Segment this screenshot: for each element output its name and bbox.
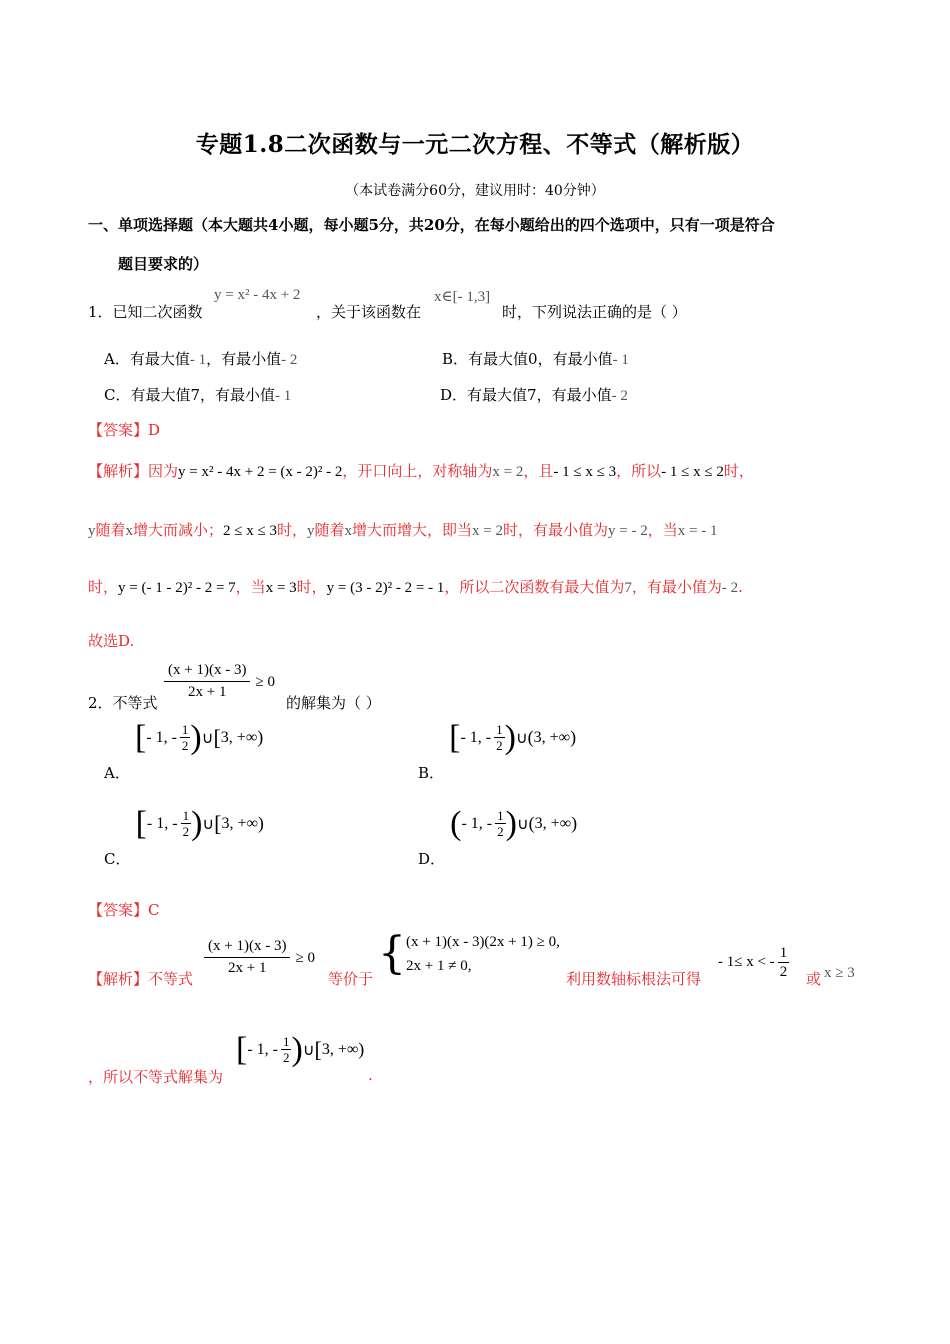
q1-exp3-text-a: 时，: [88, 578, 119, 596]
bracket-left-icon: [: [449, 718, 461, 756]
q2-option-d[interactable]: [418, 804, 578, 868]
q1-explanation-line1: [88, 460, 754, 481]
q2-b-right: 3, +∞: [533, 728, 571, 746]
q2-option-c[interactable]: [104, 804, 264, 868]
q2-d-half-den: 2: [497, 824, 504, 839]
q1-exp1-text-d: ，所以: [616, 462, 662, 480]
q2-exp-system-lines: [406, 930, 560, 978]
q2-option-d-label: D．: [418, 849, 446, 868]
bracket-left-icon: [: [236, 1030, 248, 1068]
paren-right-icon: ): [291, 1030, 303, 1068]
q2-stem-start: 2．不等式: [88, 694, 158, 712]
q2-c-left: - 1, -: [146, 814, 178, 832]
q2-exp-sol-union: ∪: [302, 1041, 315, 1059]
q1-exp2-math-4: y: [307, 523, 315, 539]
q2-exp-text-a: 不等式: [148, 970, 194, 988]
q2-exp-sol-half-den: 2: [282, 1050, 290, 1065]
q2-option-a-interval: [134, 718, 264, 756]
q2-exp-sol-half-num: 1: [282, 1034, 290, 1049]
q2-exp-result-half: [778, 944, 790, 981]
paren-right-icon: ): [191, 804, 203, 842]
q1-exp1-text-a: 因为: [148, 462, 179, 480]
q1-exp3-math-3: y = (3 - 2)² - 2 = - 1: [326, 580, 445, 596]
q1-exp3-text-f: .: [738, 578, 743, 596]
q1-exp2-math-7: y = - 2: [608, 523, 648, 539]
q1-exp2-math-8: x = - 1: [677, 523, 718, 539]
q2-c-half-num: 1: [182, 808, 190, 823]
paren-right-icon: ): [571, 813, 578, 833]
q2-d-right: 3, +∞: [534, 814, 572, 832]
q1-option-b[interactable]: [442, 348, 629, 369]
q2-exp-text-start: [88, 968, 193, 989]
paren-left-icon: (: [527, 727, 534, 747]
q1-exp2-text-f: 时，有最小值为: [503, 521, 609, 539]
q2-a-half: [180, 722, 191, 753]
section-heading-line2: 题目要求的）: [118, 255, 209, 273]
q2-exp-sol-left: - 1, -: [247, 1040, 278, 1058]
q2-inequality-fraction: [164, 662, 250, 701]
q2-exp-result-1: - 1≤ x < -: [718, 954, 775, 970]
bracket-left-icon: [: [214, 810, 222, 836]
q2-c-half: [181, 808, 192, 839]
q1-explanation-line2: [88, 519, 717, 540]
page-subtitle: （本试卷满分60分，建议用时：40分钟）: [345, 183, 605, 199]
q1-exp2-math-2: x: [125, 523, 134, 539]
q1-exp1-math-1: y = x² - 4x + 2 = (x - 2)² - 2: [178, 464, 343, 480]
bracket-left-icon: [: [213, 724, 221, 750]
q2-exp-result: [718, 944, 789, 981]
q2-exp-inequality: [204, 938, 315, 977]
q2-exp-sol-half: [281, 1034, 292, 1065]
q2-exp-fraction: [204, 938, 290, 977]
q1-exp3-math-4: 7: [624, 580, 632, 596]
paren-right-icon: ): [358, 1039, 365, 1059]
page-title: 专题1.8二次函数与一元二次方程、不等式（解析版）: [195, 131, 755, 158]
q1-option-d[interactable]: [440, 384, 628, 405]
bracket-left-icon: [: [134, 718, 147, 756]
q1-exp3-text-d: ，所以二次函数有最大值为: [444, 578, 625, 596]
q1-explanation-conclusion: 故选D.: [88, 632, 135, 650]
q2-option-a-label: A．: [104, 763, 130, 782]
q1-exp3-text-e: ，有最小值为: [631, 578, 722, 596]
q1-option-b-label: B．有最大值0，有最小值: [442, 350, 613, 368]
q1-exp3-math-5: - 2: [721, 580, 739, 596]
q2-d-left: - 1, -: [461, 814, 493, 832]
q1-exp2-text-e: 增大而增大，即当: [352, 521, 473, 539]
q2-inequality-denominator: 2x + 1: [187, 684, 227, 700]
q2-d-union: ∪: [516, 815, 529, 833]
q2-option-c-interval: [135, 804, 264, 842]
q2-exp-sol-right: 3, +∞: [321, 1040, 359, 1058]
q1-option-c-label: C．有最大值7，有最小值: [104, 386, 276, 404]
q2-option-b[interactable]: [418, 718, 577, 782]
q1-stem-mid: ，关于该函数在: [316, 303, 422, 321]
q1-stem-start: 1．已知二次函数: [88, 303, 203, 321]
q1-option-b-min: - 1: [612, 352, 629, 368]
paren-right-icon: ): [257, 727, 264, 747]
q2-option-c-label: C．: [104, 849, 131, 868]
q2-inequality-numerator: (x + 1)(x - 3): [164, 662, 250, 682]
q2-stem-tail: 的解集为（ ）: [286, 694, 381, 712]
q2-c-half-den: 2: [182, 824, 190, 839]
q1-option-a-mid: ，有最小值: [206, 350, 282, 368]
q2-option-a[interactable]: [104, 718, 264, 782]
q2-option-b-label: B．: [418, 763, 445, 782]
q1-domain: x∈[- 1,3]: [434, 289, 491, 305]
q2-exp-solution-interval: [236, 1030, 365, 1068]
q2-d-half: [495, 808, 506, 839]
q1-exp3-math-1: y = (- 1 - 2)² - 2 = 7: [118, 580, 236, 596]
q2-exp-line2-end: .: [368, 1066, 373, 1084]
q2-exp-result-half-num: 1: [779, 945, 788, 961]
section-heading-line1: 一、单项选择题（本大题共4小题，每小题5分，共20分，在每小题给出的四个选项中，只有一项是符合: [88, 216, 775, 234]
paren-right-icon: ): [505, 804, 517, 842]
q2-b-left: - 1, -: [460, 728, 492, 746]
q2-option-b-interval: [449, 718, 577, 756]
q1-exp-label: 【解析】: [88, 462, 149, 480]
q2-exp-text-c: 利用数轴标根法可得: [566, 970, 702, 988]
paren-left-icon: (: [528, 813, 535, 833]
q1-option-c-min: - 1: [275, 388, 292, 404]
q1-exp2-math-1: y: [88, 523, 96, 539]
q1-exp3-text-c: 时，: [296, 578, 327, 596]
q2-b-half: [494, 722, 505, 753]
q2-answer: 【答案】C: [88, 901, 160, 919]
q1-exp1-text-c: ，且: [523, 462, 554, 480]
q2-exp-text-d: 或: [806, 970, 822, 988]
q1-exp3-text-b: ，当: [235, 578, 266, 596]
q2-b-half-num: 1: [496, 722, 503, 737]
q2-a-left: - 1, -: [146, 728, 177, 746]
q1-exp2-math-5: x: [344, 523, 353, 539]
q1-option-a[interactable]: [104, 348, 297, 369]
q1-exp1-math-4: - 1 ≤ x ≤ 2: [661, 464, 724, 480]
paren-right-icon: ): [190, 718, 202, 756]
q2-a-half-den: 2: [181, 738, 189, 753]
q2-exp-numerator: (x + 1)(x - 3): [204, 938, 290, 958]
q1-exp3-math-2: x = 3: [265, 580, 297, 596]
q1-option-d-label: D．有最大值7，有最小值: [440, 386, 612, 404]
q2-b-half-den: 2: [496, 738, 503, 753]
q1-exp1-math-2: x = 2: [492, 464, 524, 480]
q2-exp-result-half-den: 2: [779, 964, 788, 980]
q2-d-half-num: 1: [497, 808, 504, 823]
bracket-left-icon: [: [135, 804, 147, 842]
q1-option-a-max: - 1: [189, 352, 207, 368]
q2-exp-denominator: 2x + 1: [227, 960, 267, 976]
q2-b-union: ∪: [515, 729, 528, 747]
q1-function: y = x² - 4x + 2: [214, 287, 301, 303]
q1-option-a-min: - 2: [281, 352, 298, 368]
q1-explanation-line3: [88, 576, 743, 597]
paren-right-icon: ): [504, 718, 516, 756]
q2-exp-solution: [236, 1030, 365, 1068]
q1-option-a-label: A．有最大值: [104, 350, 190, 368]
q2-exp-text-b: 等价于: [328, 970, 374, 988]
q2-exp-result-2: x ≥ 3: [824, 965, 855, 981]
q2-a-right: 3, +∞: [220, 728, 258, 746]
bracket-left-icon: [: [314, 1036, 322, 1062]
q2-exp-relation: ≥ 0: [295, 950, 316, 966]
q1-exp2-text-a: 随着: [95, 521, 126, 539]
q1-exp2-math-3: 2 ≤ x ≤ 3: [223, 523, 277, 539]
q1-exp1-math-3: - 1 ≤ x ≤ 3: [553, 464, 617, 480]
q2-option-d-interval: [450, 804, 578, 842]
q1-exp2-text-b: 增大而减小；: [133, 521, 224, 539]
q2-exp-system: [378, 930, 560, 978]
q1-answer: 【答案】D: [88, 421, 161, 439]
q2-a-half-num: 1: [181, 722, 189, 737]
q1-exp2-math-6: x = 2: [472, 523, 504, 539]
q1-stem-tail: 时，下列说法正确的是（ ）: [502, 303, 687, 321]
q2-exp-system-line2: 2x + 1 ≠ 0,: [406, 958, 472, 974]
q1-option-d-min: - 2: [611, 388, 628, 404]
q1-option-c[interactable]: [104, 384, 291, 405]
q1-exp1-text-e: 时，: [723, 462, 754, 480]
q2-inequality: [164, 662, 275, 701]
paren-left-icon: (: [450, 804, 462, 842]
left-brace-icon: {: [378, 928, 406, 979]
q2-exp-label: 【解析】: [88, 970, 149, 988]
q1-exp2-text-c: 时，: [277, 521, 308, 539]
paren-right-icon: ): [570, 727, 577, 747]
q2-a-union: ∪: [201, 729, 214, 747]
paren-right-icon: ): [257, 813, 264, 833]
q2-exp-system-line1: (x + 1)(x - 3)(2x + 1) ≥ 0,: [406, 934, 560, 950]
q1-exp2-text-d: 随着: [314, 521, 345, 539]
q1-exp1-text-b: ，开口向上，对称轴为: [342, 462, 493, 480]
q2-c-right: 3, +∞: [221, 814, 258, 832]
q2-exp-line2-text: ，所以不等式解集为: [88, 1068, 224, 1086]
q1-exp2-text-g: ，当: [647, 521, 678, 539]
q2-inequality-relation: ≥ 0: [255, 674, 276, 690]
q2-c-union: ∪: [202, 815, 215, 833]
